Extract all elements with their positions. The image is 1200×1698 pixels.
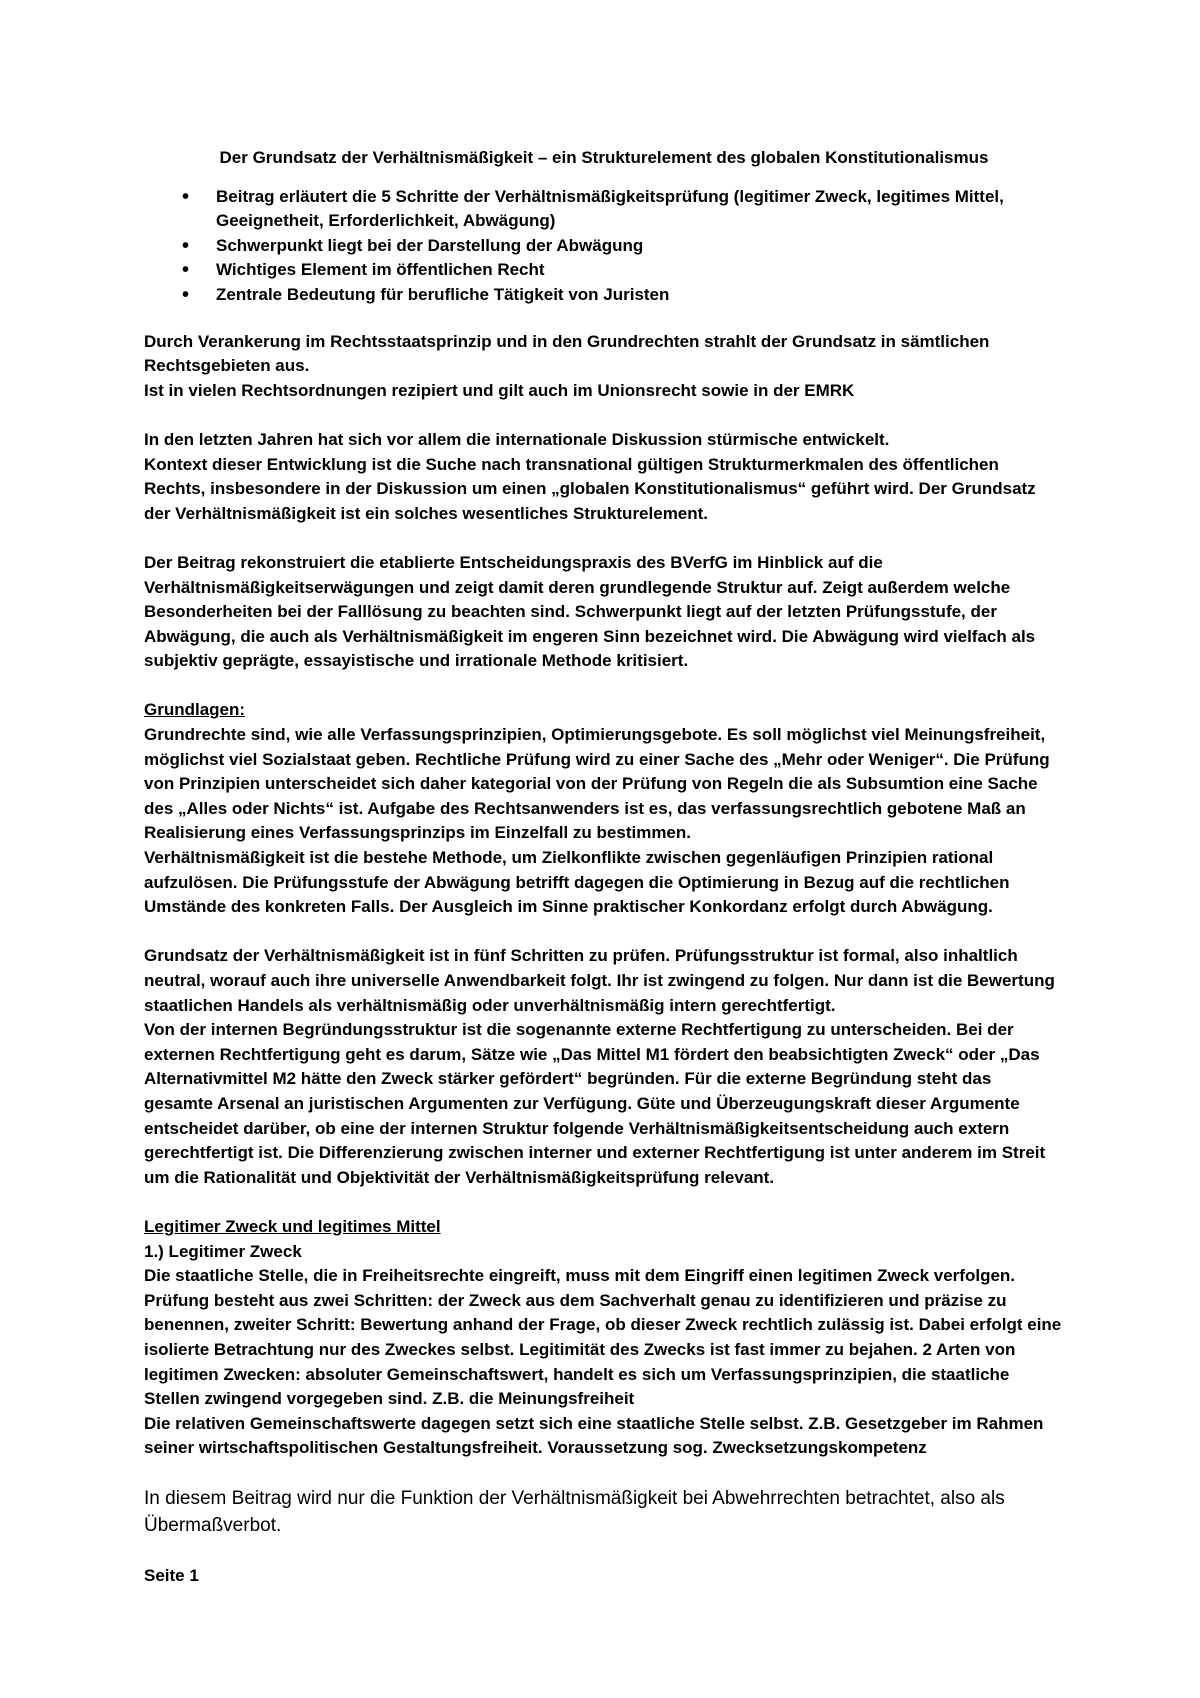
- paragraph: Die staatliche Stelle, die in Freiheitsrechte eingreift, muss mit dem Eingriff einen legitimen Zweck verfolgen. Prüfung besteht aus zwei Schritten: der Zweck aus dem Sachverhalt genau zu identifizieren und präzise zu benennen, zweiter Schritt: Bewertung anhand der Frage, ob dieser Zweck rechtlich zulässig ist. Dabei erfolgt eine isolierte Betrachtung nur des Zweckes selbst. Legitimität des Zwecks ist fast immer zu bejahen. 2 Arten von legitimen Zwecken: absoluter Gemeinschaftswert, handelt es sich um Verfassungsprinzipien, die staatliche Stellen zwingend vorgegeben sind. Z.B. die Meinungsfreiheit: [144, 1266, 1062, 1409]
- paragraph: Die relativen Gemeinschaftswerte dagegen setzt sich eine staatliche Stelle selbst. Z.B. Gesetzgeber im Rahmen seiner wirtschaftspolitischen Gestaltungsfreiheit. Voraussetzung sog. Zwecksetzungskompetenz: [144, 1413, 1044, 1458]
- paragraph: Verhältnismäßigkeit ist die bestehe Methode, um Zielkonflikte zwischen gegenläufigen Prinzipien rational aufzulösen. Die Prüfungsstufe der Abwägung betrifft dagegen die Optimierung in Bezug auf die rechtlichen Umstände des konkreten Falls. Der Ausgleich im Sinne praktischer Konkordanz erfolgt durch Abwägung.: [144, 848, 1010, 917]
- sub-heading: 1.) Legitimer Zweck: [144, 1241, 302, 1261]
- document-body: [144, 146, 1064, 1589]
- paragraph: Kontext dieser Entwicklung ist die Suche nach transnational gültigen Strukturmerkmalen des öffentlichen Rechts, insbesondere in der Diskussion um einen „globalen Konstitutionalismus“ geführt wird. Der Grundsatz der Verhältnismäßigkeit ist ein solches wesentliches Strukturelement.: [144, 454, 1036, 523]
- spacer: [144, 674, 1064, 699]
- bullet-item: • Wichtiges Element im öffentlichen Recht: [144, 258, 1064, 283]
- spacer: [144, 1190, 1064, 1215]
- spacer: [144, 1461, 1064, 1486]
- bullet-item: • Zentrale Bedeutung für berufliche Tätigkeit von Juristen: [144, 283, 1064, 308]
- bullet-item: • Beitrag erläutert die 5 Schritte der Verhältnismäßigkeitsprüfung (legitimer Zweck, legitimes Mittel, Geeignetheit, Erforderlichkeit, Abwägung): [144, 185, 1064, 234]
- paragraph-plain: In diesem Beitrag wird nur die Funktion der Verhältnismäßigkeit bei Abwehrrechten betrachtet, also als Übermaßverbot.: [144, 1488, 1005, 1537]
- document-title: Der Grundsatz der Verhältnismäßigkeit – ein Strukturelement des globalen Konstitutionalismus: [219, 148, 989, 167]
- bullet-item: • Schwerpunkt liegt bei der Darstellung der Abwägung: [144, 234, 1064, 259]
- paragraph: Grundrechte sind, wie alle Verfassungsprinzipien, Optimierungsgebote. Es soll möglichst viel Meinungsfreiheit, möglichst viel Sozialstaat geben. Rechtliche Prüfung wird zu einer Sache des „Mehr oder Weniger“. Die Prüfung von Prinzipien unterscheidet sich daher kategorial von der Prüfung von Regeln die als Subsumtion eine Sache des „Alles oder Nichts“ ist. Aufgabe des Rechtsanwenders ist es, das verfassungsrechtlich gebotene Maß an Realisierung eines Verfassungsprinzips im Einzelfall zu bestimmen.: [144, 725, 1050, 843]
- paragraph: Von der internen Begründungsstruktur ist die sogenannte externe Rechtfertigung zu unterscheiden. Bei der externen Rechtfertigung geht es darum, Sätze wie „Das Mittel M1 fördert den beabsichtigten Zweck“ oder „Das Alternativmittel M2 hätte den Zweck stärker gefördert“ begründen. Für die externe Begründung steht das gesamte Arsenal an juristischen Argumenten zur Verfügung. Güte und Überzeugungskraft dieser Argumente entscheidet darüber, ob eine der internen Struktur folgende Verhältnismäßigkeitsentscheidung auch extern gerechtfertigt ist. Die Differenzierung zwischen interner und externer Rechtfertigung ist unter anderem im Streit um die Rationalität und Objektivität der Verhältnismäßigkeitsprüfung relevant.: [144, 1020, 1046, 1187]
- spacer: [144, 1539, 1064, 1564]
- summary-bullet-list: [144, 185, 1064, 308]
- spacer: [144, 526, 1064, 551]
- paragraph: In den letzten Jahren hat sich vor allem die internationale Diskussion stürmische entwickelt.: [144, 429, 890, 449]
- spacer: [144, 920, 1064, 945]
- paragraph: Grundsatz der Verhältnismäßigkeit ist in fünf Schritten zu prüfen. Prüfungsstruktur ist formal, also inhaltlich neutral, worauf auch ihre universelle Anwendbarkeit folgt. Ihr ist zwingend zu folgen. Nur dann ist die Bewertung staatlichen Handels als verhältnismäßig oder unverhältnismäßig intern gerechtfertigt.: [144, 946, 1055, 1015]
- section-heading-grundlagen: Grundlagen:: [144, 700, 246, 720]
- section-heading-legitimer-zweck: Legitimer Zweck und legitimes Mittel: [144, 1216, 441, 1236]
- page-number: Seite 1: [144, 1566, 199, 1586]
- paragraph: Ist in vielen Rechtsordnungen rezipiert und gilt auch im Unionsrecht sowie in der EMRK: [144, 380, 855, 400]
- paragraph: Der Beitrag rekonstruiert die etablierte Entscheidungspraxis des BVerfG im Hinblick auf die Verhältnismäßigkeitserwägungen und zeigt damit deren grundlegende Struktur auf. Zeigt außerdem welche Besonderheiten bei der Falllösung zu beachten sind. Schwerpunkt liegt auf der letzten Prüfungsstufe, der Abwägung, die auch als Verhältnismäßigkeit im engeren Sinn bezeichnet wird. Die Abwägung wird vielfach als subjektiv geprägte, essayistische und irrationale Methode kritisiert.: [144, 552, 1036, 671]
- paragraph: Durch Verankerung im Rechtsstaatsprinzip und in den Grundrechten strahlt der Grundsatz in sämtlichen Rechtsgebieten aus.: [144, 331, 990, 376]
- spacer: [144, 403, 1064, 428]
